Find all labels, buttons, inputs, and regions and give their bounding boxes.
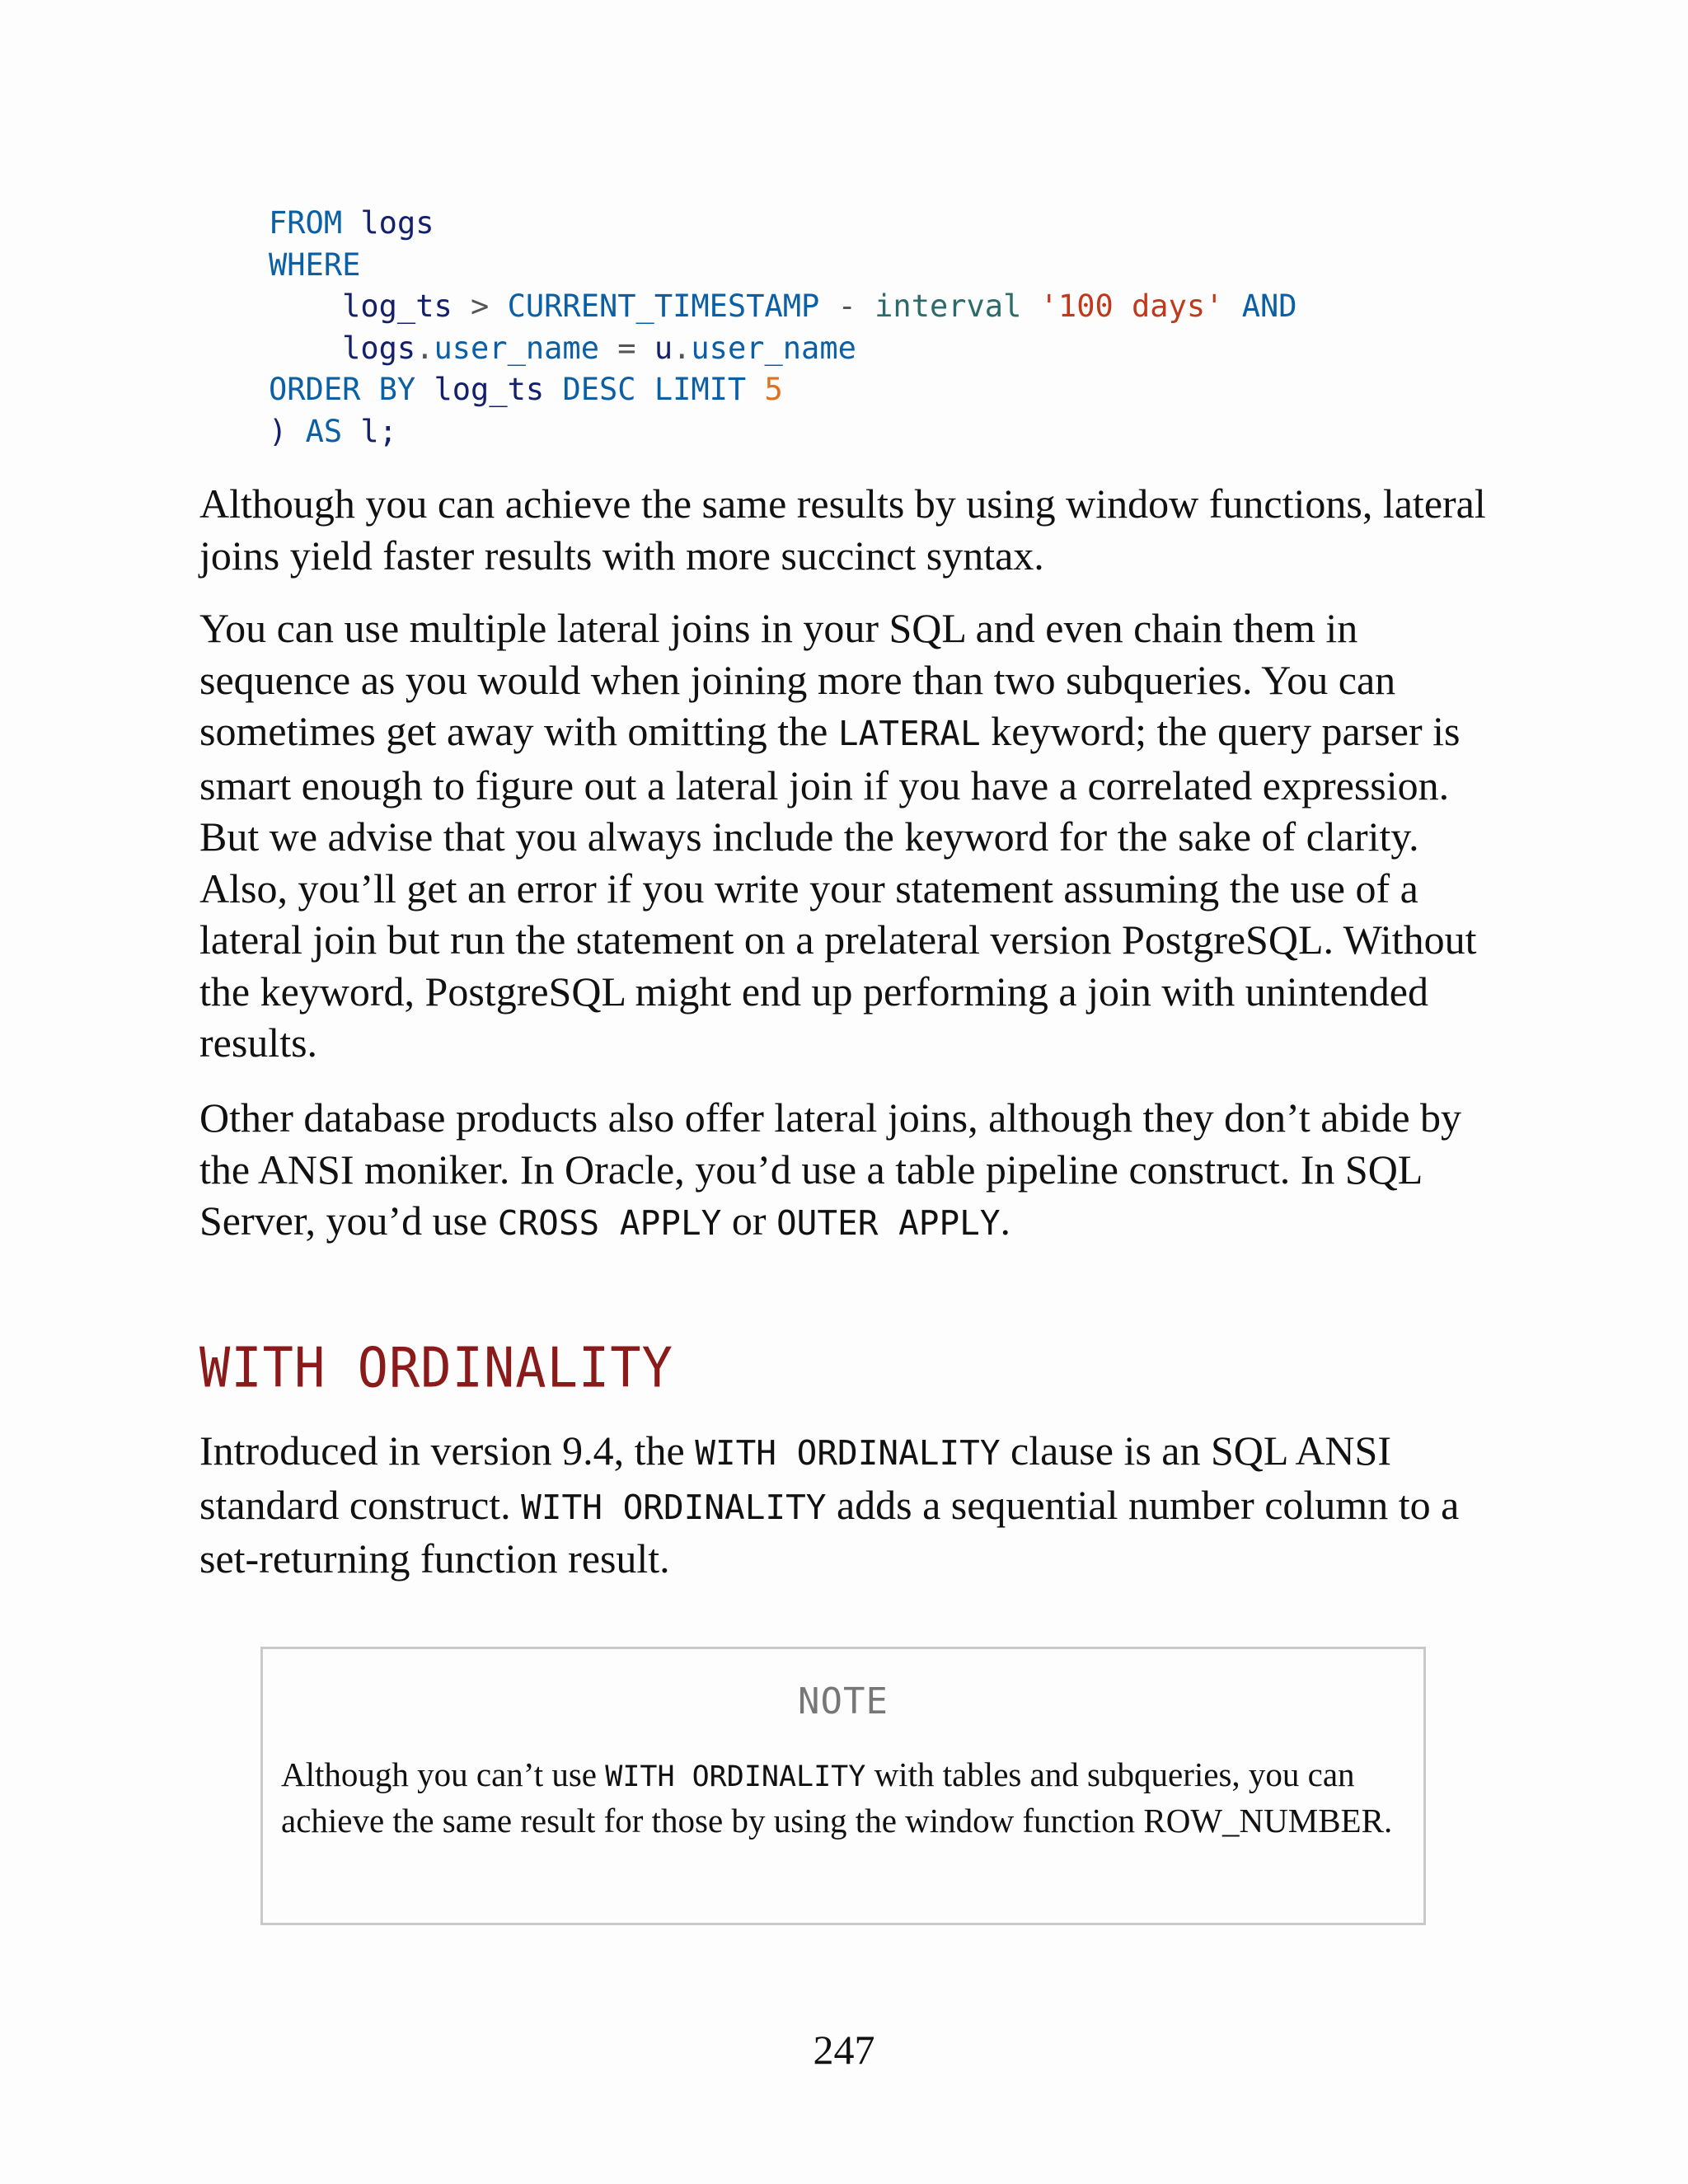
code-line-2: WHERE [269,246,361,283]
section-heading: WITH ORDINALITY [199,1335,673,1400]
paragraph-with-ordinality: Introduced in version 9.4, the WITH ORDINALITY clause is an SQL ANSI standard construct. WITH ORDINALITY adds a sequential number column to a set-returning function result. [199,1427,1460,1582]
paragraph-window-functions: Although you can achieve the same results by using window functions, lateral joins yield faster results with more succinct syntax. [199,480,1486,579]
code-line-6: ) AS l; [269,413,397,449]
sql-code-block [269,203,1297,452]
note-body: Although you can’t use WITH ORDINALITY with tables and subqueries, you can achieve the same result for those by using the window function ROW_NUMBER. [281,1755,1393,1840]
inline-code-note: WITH ORDINALITY [605,1760,866,1793]
paragraph-other-databases: Other database products also offer lateral joins, although they don’t abide by the ANSI moniker. In Oracle, you’d use a table pipeline construct. In SQL Server, you’d use CROSS APPLY or OUTER APPLY. [199,1094,1462,1244]
note-box [260,1647,1426,1925]
inline-code-lateral: LATERAL [837,714,981,753]
code-line-5: ORDER BY log_ts DESC LIMIT 5 [269,372,783,407]
inline-code-outer-apply: OUTER APPLY [776,1203,1001,1243]
inline-code-cross-apply: CROSS APPLY [497,1203,722,1243]
inline-code-with-ordinality-2: WITH ORDINALITY [521,1487,827,1527]
note-title: NOTE [798,1680,889,1722]
page-number: 247 [813,2027,875,2073]
code-line-1: FROM logs [269,205,434,241]
paragraph-multiple-lateral-joins: You can use multiple lateral joins in your SQL and even chain them in sequence as you would when joining more than two subqueries. You can sometimes get away with omitting the LATERAL keyword; the query parser is smart enough to figure out a lateral join if you have a correlated expression. But we advise that you always include the keyword for the sake of clarity. Also, you’ll get an error if you write your statement assuming the use of a lateral join but run the statement on a prelateral version PostgreSQL. Without the keyword, PostgreSQL might end up performing a join with unintended results. [199,605,1477,1066]
code-line-4: logs.user_name = u.user_name [342,330,856,366]
inline-code-with-ordinality: WITH ORDINALITY [695,1433,1001,1473]
code-line-3: log_ts > CURRENT_TIMESTAMP - interval '100 days' AND [342,288,1297,324]
